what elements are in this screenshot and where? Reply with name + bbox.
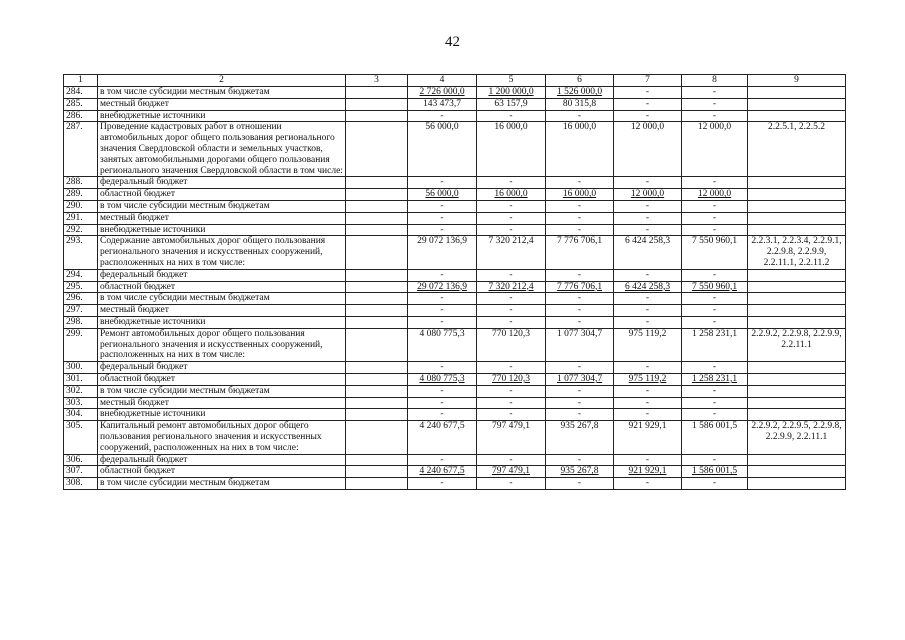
cell-c7: -	[614, 478, 682, 490]
cell-desc: Капитальный ремонт автомобильных дорог общего пользования регионального значения и искусственных сооружений, расположенных на них в том числе:	[98, 421, 346, 454]
cell-c5: 16 000,0	[477, 189, 546, 201]
cell-c5: -	[477, 269, 546, 281]
cell-c4: 56 000,0	[408, 122, 477, 177]
cell-c5: -	[477, 316, 546, 328]
cell-c4: 4 240 677,5	[408, 466, 477, 478]
cell-desc: Проведение кадастровых работ в отношении автомобильных дорог общего пользования регионального значения Свердловской области и земельных участков, занятых автомобильными дорогами общего пользования регионального значения Свердловской области в том числе:	[98, 122, 346, 177]
table-row	[64, 454, 846, 466]
cell-c6: 1 526 000,0	[546, 87, 614, 99]
cell-n: 303.	[64, 397, 98, 409]
cell-n: 297.	[64, 305, 98, 317]
cell-c7: -	[614, 212, 682, 224]
cell-desc: местный бюджет	[98, 397, 346, 409]
cell-c5: -	[477, 397, 546, 409]
header-cell: 5	[477, 75, 546, 87]
table-row	[64, 189, 846, 201]
header-cell: 7	[614, 75, 682, 87]
cell-c3	[346, 373, 408, 385]
cell-n: 286.	[64, 110, 98, 122]
cell-c5: 16 000,0	[477, 122, 546, 177]
cell-c6: 935 267,8	[546, 421, 614, 454]
cell-c7: -	[614, 177, 682, 189]
cell-desc: федеральный бюджет	[98, 362, 346, 374]
table-row	[64, 466, 846, 478]
cell-n: 304.	[64, 409, 98, 421]
cell-c3	[346, 87, 408, 99]
cell-desc: в том числе субсидии местным бюджетам	[98, 87, 346, 99]
cell-c9	[748, 87, 846, 99]
cell-c3	[346, 98, 408, 110]
cell-desc: федеральный бюджет	[98, 177, 346, 189]
cell-c6: -	[546, 454, 614, 466]
cell-c7: -	[614, 362, 682, 374]
cell-desc: в том числе субсидии местным бюджетам	[98, 385, 346, 397]
cell-c7: -	[614, 98, 682, 110]
cell-c7: 12 000,0	[614, 189, 682, 201]
cell-n: 291.	[64, 212, 98, 224]
cell-c8: 7 550 960,1	[682, 236, 748, 269]
cell-c5: -	[477, 212, 546, 224]
cell-c6: -	[546, 409, 614, 421]
table-row	[64, 421, 846, 454]
cell-c8: 12 000,0	[682, 122, 748, 177]
cell-c6: -	[546, 224, 614, 236]
cell-n: 308.	[64, 478, 98, 490]
page-number: 42	[445, 34, 460, 50]
table-row	[64, 305, 846, 317]
cell-c6: -	[546, 177, 614, 189]
header-cell: 9	[748, 75, 846, 87]
cell-desc: федеральный бюджет	[98, 454, 346, 466]
cell-c8: 1 258 231,1	[682, 328, 748, 361]
cell-c6: -	[546, 362, 614, 374]
cell-n: 300.	[64, 362, 98, 374]
cell-c4: 2 726 000,0	[408, 87, 477, 99]
cell-c3	[346, 466, 408, 478]
cell-c9	[748, 478, 846, 490]
cell-n: 299.	[64, 328, 98, 361]
cell-c4: -	[408, 212, 477, 224]
cell-n: 307.	[64, 466, 98, 478]
cell-c7: -	[614, 200, 682, 212]
cell-desc: в том числе субсидии местным бюджетам	[98, 478, 346, 490]
cell-c7: 6 424 258,3	[614, 281, 682, 293]
cell-n: 284.	[64, 87, 98, 99]
table-row	[64, 409, 846, 421]
cell-c6: -	[546, 478, 614, 490]
cell-c4: 143 473,7	[408, 98, 477, 110]
cell-c9	[748, 110, 846, 122]
cell-c5: -	[477, 110, 546, 122]
cell-c9	[748, 409, 846, 421]
cell-desc: областной бюджет	[98, 281, 346, 293]
cell-c9	[748, 177, 846, 189]
cell-c6: 1 077 304,7	[546, 328, 614, 361]
cell-c7: -	[614, 305, 682, 317]
cell-c9	[748, 200, 846, 212]
cell-c4: 56 000,0	[408, 189, 477, 201]
table-row	[64, 269, 846, 281]
cell-desc: внебюджетные источники	[98, 316, 346, 328]
cell-desc: внебюджетные источники	[98, 110, 346, 122]
cell-c3	[346, 224, 408, 236]
table-row	[64, 200, 846, 212]
cell-c7: -	[614, 397, 682, 409]
cell-c9: 2.2.9.2, 2.2.9.8, 2.2.9.9, 2.2.11.1	[748, 328, 846, 361]
cell-c5: -	[477, 293, 546, 305]
cell-c3	[346, 305, 408, 317]
table-row	[64, 385, 846, 397]
cell-c3	[346, 362, 408, 374]
cell-c4: -	[408, 362, 477, 374]
table-row	[64, 478, 846, 490]
budget-table	[63, 74, 846, 490]
cell-c7: -	[614, 454, 682, 466]
cell-n: 289.	[64, 189, 98, 201]
cell-c5: 7 320 212,4	[477, 236, 546, 269]
cell-c8: -	[682, 212, 748, 224]
cell-n: 298.	[64, 316, 98, 328]
table-row	[64, 281, 846, 293]
cell-c9	[748, 466, 846, 478]
cell-c7: -	[614, 316, 682, 328]
table-row	[64, 122, 846, 177]
cell-c4: -	[408, 409, 477, 421]
cell-n: 293.	[64, 236, 98, 269]
cell-c7: -	[614, 293, 682, 305]
cell-c4: -	[408, 110, 477, 122]
cell-c7: -	[614, 87, 682, 99]
cell-c7: -	[614, 224, 682, 236]
cell-c5: 7 320 212,4	[477, 281, 546, 293]
cell-c5: -	[477, 224, 546, 236]
cell-c3	[346, 316, 408, 328]
cell-c4: -	[408, 385, 477, 397]
cell-desc: областной бюджет	[98, 373, 346, 385]
cell-c3	[346, 397, 408, 409]
cell-desc: внебюджетные источники	[98, 224, 346, 236]
header-cell: 1	[64, 75, 98, 87]
cell-c9	[748, 397, 846, 409]
cell-c8: 1 586 001,5	[682, 421, 748, 454]
cell-c3	[346, 478, 408, 490]
cell-c4: -	[408, 224, 477, 236]
table-row	[64, 177, 846, 189]
table-row	[64, 397, 846, 409]
cell-c3	[346, 269, 408, 281]
cell-c6: -	[546, 110, 614, 122]
cell-n: 301.	[64, 373, 98, 385]
cell-c4: -	[408, 269, 477, 281]
cell-c3	[346, 454, 408, 466]
cell-c9: 2.2.3.1, 2.2.3.4, 2.2.9.1, 2.2.9.8, 2.2.9.9, 2.2.11.1, 2.2.11.2	[748, 236, 846, 269]
cell-desc: Содержание автомобильных дорог общего пользования регионального значения и искусственных сооружений, расположенных на них в том числе:	[98, 236, 346, 269]
cell-c9	[748, 385, 846, 397]
cell-n: 302.	[64, 385, 98, 397]
cell-c8: 1 586 001,5	[682, 466, 748, 478]
cell-c6: 935 267,8	[546, 466, 614, 478]
cell-c9	[748, 189, 846, 201]
cell-c8: -	[682, 316, 748, 328]
cell-c5: -	[477, 177, 546, 189]
cell-c3	[346, 110, 408, 122]
cell-c9: 2.2.9.2, 2.2.9.5, 2.2.9.8, 2.2.9.9, 2.2.11.1	[748, 421, 846, 454]
table-row	[64, 316, 846, 328]
cell-c3	[346, 200, 408, 212]
cell-desc: областной бюджет	[98, 466, 346, 478]
cell-desc: федеральный бюджет	[98, 269, 346, 281]
cell-desc: местный бюджет	[98, 98, 346, 110]
cell-c5: 797 479,1	[477, 466, 546, 478]
cell-c7: 975 119,2	[614, 328, 682, 361]
cell-c4: -	[408, 200, 477, 212]
cell-c9	[748, 293, 846, 305]
cell-c5: -	[477, 454, 546, 466]
cell-c6: 1 077 304,7	[546, 373, 614, 385]
header-cell: 6	[546, 75, 614, 87]
cell-c4: -	[408, 478, 477, 490]
cell-c9	[748, 454, 846, 466]
cell-c3	[346, 421, 408, 454]
table-row	[64, 293, 846, 305]
cell-c8: -	[682, 200, 748, 212]
cell-desc: в том числе субсидии местным бюджетам	[98, 293, 346, 305]
cell-c5: -	[477, 385, 546, 397]
cell-n: 305.	[64, 421, 98, 454]
cell-c3	[346, 409, 408, 421]
cell-c5: -	[477, 305, 546, 317]
cell-c3	[346, 189, 408, 201]
cell-c7: -	[614, 110, 682, 122]
cell-desc: местный бюджет	[98, 212, 346, 224]
cell-desc: Ремонт автомобильных дорог общего пользования регионального значения и искусственных сооружений, расположенных на них в том числе:	[98, 328, 346, 361]
cell-c5: -	[477, 409, 546, 421]
cell-c6: -	[546, 385, 614, 397]
cell-n: 287.	[64, 122, 98, 177]
cell-c7: -	[614, 385, 682, 397]
header-cell: 3	[346, 75, 408, 87]
cell-c6: -	[546, 212, 614, 224]
cell-c5: -	[477, 200, 546, 212]
cell-c4: 29 072 136,9	[408, 236, 477, 269]
cell-c6: 16 000,0	[546, 122, 614, 177]
header-cell: 4	[408, 75, 477, 87]
cell-c8: -	[682, 293, 748, 305]
cell-c7: 975 119,2	[614, 373, 682, 385]
cell-desc: областной бюджет	[98, 189, 346, 201]
cell-c9: 2.2.5.1, 2.2.5.2	[748, 122, 846, 177]
cell-c4: 4 080 775,3	[408, 373, 477, 385]
header-cell: 8	[682, 75, 748, 87]
cell-c4: -	[408, 177, 477, 189]
cell-c4: -	[408, 454, 477, 466]
cell-c6: -	[546, 269, 614, 281]
cell-n: 306.	[64, 454, 98, 466]
cell-c4: -	[408, 293, 477, 305]
cell-c5: 1 200 000,0	[477, 87, 546, 99]
table-header-row	[64, 75, 846, 87]
table-row	[64, 212, 846, 224]
cell-c3	[346, 122, 408, 177]
cell-c8: -	[682, 362, 748, 374]
cell-c7: 921 929,1	[614, 421, 682, 454]
table-row	[64, 328, 846, 361]
cell-c9	[748, 212, 846, 224]
cell-c6: 16 000,0	[546, 189, 614, 201]
cell-c8: -	[682, 409, 748, 421]
cell-c3	[346, 177, 408, 189]
cell-c4: 4 080 775,3	[408, 328, 477, 361]
cell-c8: -	[682, 110, 748, 122]
cell-n: 288.	[64, 177, 98, 189]
cell-c5: 797 479,1	[477, 421, 546, 454]
cell-c3	[346, 293, 408, 305]
cell-c8: -	[682, 397, 748, 409]
cell-c9	[748, 373, 846, 385]
cell-c8: -	[682, 385, 748, 397]
table-body	[64, 75, 846, 490]
cell-c4: -	[408, 397, 477, 409]
table-row	[64, 98, 846, 110]
cell-n: 296.	[64, 293, 98, 305]
cell-c6: 7 776 706,1	[546, 236, 614, 269]
cell-desc: внебюджетные источники	[98, 409, 346, 421]
table-row	[64, 373, 846, 385]
cell-c4: -	[408, 316, 477, 328]
cell-c6: 7 776 706,1	[546, 281, 614, 293]
cell-c5: 770 120,3	[477, 328, 546, 361]
cell-c8: -	[682, 177, 748, 189]
cell-c5: 63 157,9	[477, 98, 546, 110]
cell-c9	[748, 305, 846, 317]
cell-c8: -	[682, 478, 748, 490]
cell-c9	[748, 98, 846, 110]
cell-c6: -	[546, 200, 614, 212]
table-row	[64, 110, 846, 122]
cell-c8: -	[682, 98, 748, 110]
cell-c8: -	[682, 269, 748, 281]
cell-c9	[748, 269, 846, 281]
cell-c8: -	[682, 87, 748, 99]
cell-c8: -	[682, 454, 748, 466]
cell-c9	[748, 281, 846, 293]
cell-c8: 7 550 960,1	[682, 281, 748, 293]
cell-c3	[346, 281, 408, 293]
cell-c6: -	[546, 316, 614, 328]
cell-desc: в том числе субсидии местным бюджетам	[98, 200, 346, 212]
cell-c4: 4 240 677,5	[408, 421, 477, 454]
cell-c5: -	[477, 362, 546, 374]
cell-n: 294.	[64, 269, 98, 281]
cell-c9	[748, 316, 846, 328]
cell-c6: 80 315,8	[546, 98, 614, 110]
cell-n: 285.	[64, 98, 98, 110]
cell-c7: 12 000,0	[614, 122, 682, 177]
cell-c9	[748, 224, 846, 236]
cell-c8: -	[682, 224, 748, 236]
cell-c8: 12 000,0	[682, 189, 748, 201]
cell-c9	[748, 362, 846, 374]
cell-n: 290.	[64, 200, 98, 212]
cell-c4: 29 072 136,9	[408, 281, 477, 293]
cell-c3	[346, 212, 408, 224]
cell-c7: -	[614, 409, 682, 421]
cell-c4: -	[408, 305, 477, 317]
cell-c5: -	[477, 478, 546, 490]
table-row	[64, 224, 846, 236]
cell-c3	[346, 236, 408, 269]
cell-c3	[346, 385, 408, 397]
cell-c8: -	[682, 305, 748, 317]
cell-c3	[346, 328, 408, 361]
cell-c7: 921 929,1	[614, 466, 682, 478]
cell-c7: 6 424 258,3	[614, 236, 682, 269]
table-row	[64, 236, 846, 269]
cell-c7: -	[614, 269, 682, 281]
cell-n: 295.	[64, 281, 98, 293]
cell-c8: 1 258 231,1	[682, 373, 748, 385]
table-row	[64, 87, 846, 99]
cell-c5: 770 120,3	[477, 373, 546, 385]
cell-desc: местный бюджет	[98, 305, 346, 317]
cell-n: 292.	[64, 224, 98, 236]
header-cell: 2	[98, 75, 346, 87]
cell-c6: -	[546, 293, 614, 305]
cell-c6: -	[546, 305, 614, 317]
table-row	[64, 362, 846, 374]
cell-c6: -	[546, 397, 614, 409]
